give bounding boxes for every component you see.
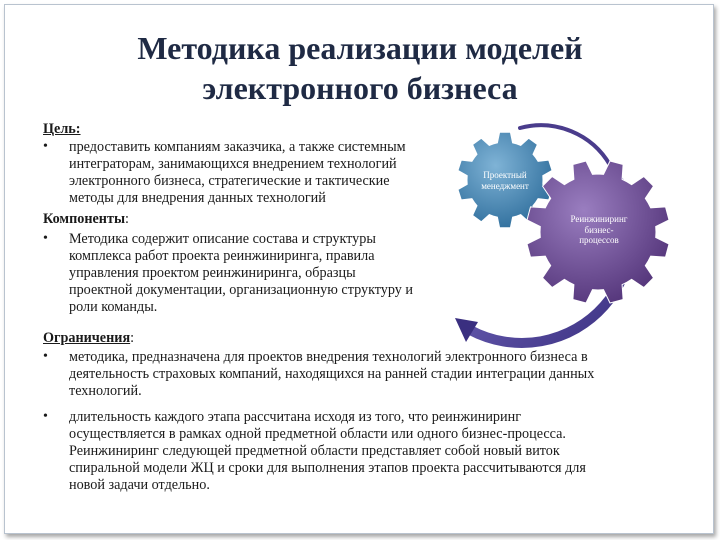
goal-line-2: интеграторам, занимающихся внедрением технологий [69, 156, 397, 172]
large-gear-label [553, 214, 645, 246]
limitations-item2-line-4: спиральной модели ЖЦ и сроки для выполнения этапов проекта рассчитываются для [69, 460, 586, 476]
components-line-5: роли команды. [69, 299, 158, 315]
goal-line-1: предоставить компаниям заказчика, а также системным [69, 139, 406, 155]
goal-heading: Цель: [43, 121, 81, 137]
goal-line-4: методы для внедрения данных технологий [69, 190, 326, 206]
components-line-1: Методика содержит описание состава и структуры [69, 231, 376, 247]
limitations-item1-line-1: методика, предназначена для проектов внедрения технологий электронного бизнеса в [69, 349, 588, 365]
limitations-bullet-1: • [43, 349, 48, 364]
components-heading-colon: : [125, 211, 129, 227]
small-gear-label-line-2: менеджмент [481, 180, 529, 191]
limitations-heading-colon: : [130, 330, 135, 346]
components-line-2: комплекса работ проекта реинжиниринга, правила [69, 248, 375, 264]
large-gear-label-line-3: процессов [579, 235, 619, 245]
limitations-item1-line-3: технологий. [69, 383, 142, 399]
components-line-4: проектной документации, организационную структуру и [69, 282, 414, 298]
limitations-item2-line-5: новой задачи отдельно. [69, 477, 210, 493]
large-gear-label-line-1: Реинжиниринг [570, 214, 628, 224]
small-gear-label [470, 170, 540, 191]
limitations-item2-line-1: длительность каждого этапа рассчитана исходя из того, что реинжиниринг [69, 409, 522, 425]
limitations-item2-line-2: осуществляется в рамках одной предметной области или одного бизнес-процесса. [69, 426, 566, 442]
components-bullet: • [43, 231, 48, 246]
components-line-3: управления проектом реинжиниринга, образцы [69, 265, 356, 281]
limitations-item2-line-3: Реинжиниринг следующей предметной области представляет собой новый виток [69, 443, 560, 459]
title-line-1: Методика реализации моделей [137, 30, 583, 66]
goal-bullet: • [43, 139, 48, 154]
components-heading [43, 211, 129, 227]
limitations-heading [43, 330, 134, 346]
small-gear-label-line-1: Проектный [483, 170, 527, 180]
large-gear-label-line-2: бизнес- [584, 224, 614, 235]
goal-line-3: электронного бизнеса, стратегические и тактические [69, 173, 390, 189]
limitations-heading-text: Ограничения [43, 330, 131, 346]
title-line-2: электронного бизнеса [202, 70, 518, 106]
limitations-item1-line-2: деятельность страховых компаний, находящихся на ранней стадии интеграции данных [69, 366, 595, 382]
components-heading-text: Компоненты [43, 211, 126, 227]
limitations-bullet-2: • [43, 409, 48, 424]
